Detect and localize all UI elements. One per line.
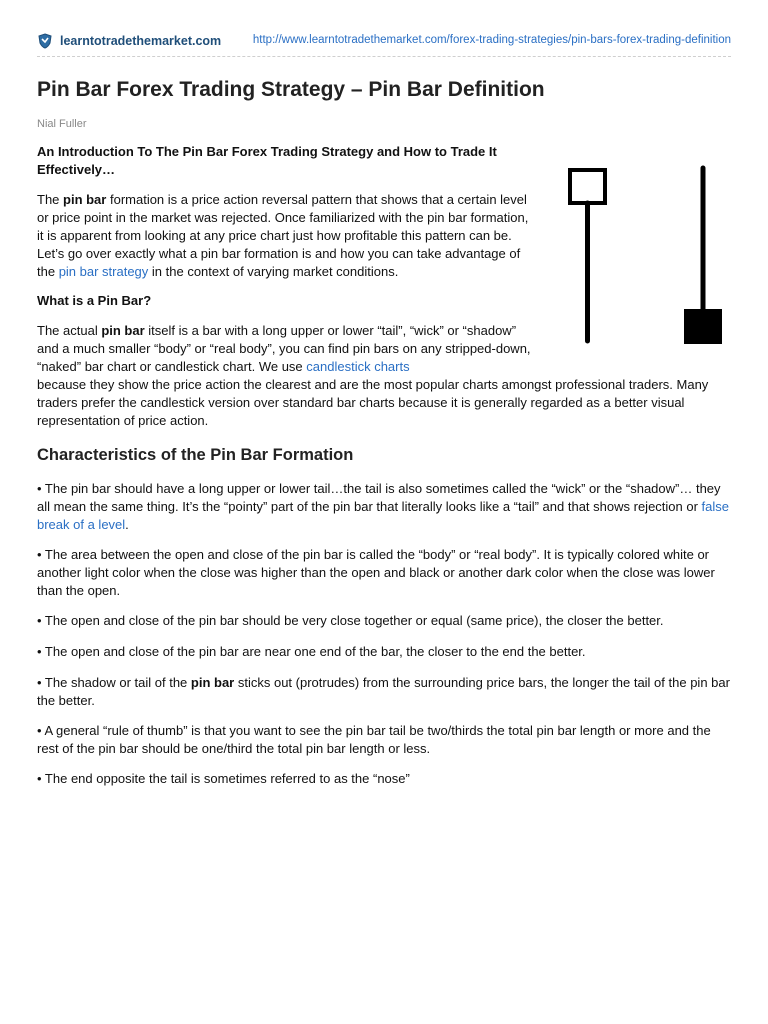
intro-bold-pin-bar: pin bar [63,192,107,207]
pin-bar-strategy-link[interactable]: pin bar strategy [58,264,149,279]
pin-bar-illustration [560,158,732,354]
intro-text: formation is a price action reversal pattern that shows that a certain level or price point in the market was rejected. Once familiarized with the pin bar formation, it is apparent from looking at any price chart just how profitable this pattern can be. Let’s go over exactly what a pin bar formation is and how you can take advantage of the [37,192,529,279]
what-is-pin-bar-heading: What is a Pin Bar? [37,293,152,308]
what-text: itself is a bar with a long upper or lower “tail”, “wick” or “shadow” and a much smaller “body” or “real body”, you can find pin bars on any stripped-down, “naked” bar chart or candlestick chart. We use [37,323,531,374]
characteristics-heading: Characteristics of the Pin Bar Formation [37,446,354,464]
page-title: Pin Bar Forex Trading Strategy – Pin Bar Definition [37,78,545,101]
bullet-item: • The end opposite the tail is sometimes referred to as the “nose” [37,771,410,786]
what-paragraph-continued: because they show the price action the clearest and are the most popular charts amongst professional traders. Many traders prefer the candlestick version over standard bar charts because it is generally regarded as a better visual representation of price action. [37,377,709,428]
site-brand[interactable] [37,33,221,49]
bullet-bold-pin-bar: pin bar [190,675,235,690]
bullet-item: • The open and close of the pin bar should be very close together or equal (same price), the closer the better. [37,613,664,628]
bullet-item: • The open and close of the pin bar are near one end of the bar, the closer to the end the better. [37,644,586,659]
hollow-candle-body [570,170,605,203]
author-name: Nial Fuller [37,118,87,130]
page-header [37,30,731,57]
page-url[interactable]: http://www.learntotradethemarket.com/forex-trading-strategies/pin-bars-forex-trading-definition [252,34,731,46]
candlestick-charts-link[interactable]: candlestick charts [306,359,410,374]
shield-logo-icon [37,33,53,49]
what-paragraph [37,322,537,376]
intro-paragraph [37,191,537,281]
bullet-item [37,674,732,710]
what-bold-pin-bar: pin bar [101,323,145,338]
bullet-item [37,480,732,534]
bullet-text: • The shadow or tail of the [37,675,191,690]
intro-heading: An Introduction To The Pin Bar Forex Trading Strategy and How to Trade It Effectively… [37,144,497,177]
bullet-item: • A general “rule of thumb” is that you want to see the pin bar tail be two/thirds the total pin bar length or more and the rest of the pin bar should be one/third the total pin bar length or less. [37,723,711,756]
bullet-text: . [125,517,129,532]
filled-candle-body [684,309,722,344]
site-name[interactable]: learntotradethemarket.com [60,34,222,48]
what-text: The actual [37,323,102,338]
false-break-link[interactable]: false break of a level [37,499,730,532]
bullet-text: • The pin bar should have a long upper or lower tail…the tail is also sometimes called the “wick” or the “shadow”… they all mean the same thing. It’s the “pointy” part of the pin bar that literally looks like a “tail” and that shows rejection or [37,481,721,514]
bullet-item: • The area between the open and close of the pin bar is called the “body” or “real body”. It is typically colored white or another light color when the close was higher than the open and black or another dark color when the close was lower than the open. [37,547,715,598]
bullet-text: sticks out (protrudes) from the surrounding price bars, the longer the tail of the pin bar the better. [37,675,730,708]
intro-text: The [37,192,64,207]
intro-text: in the context of varying market conditions. [148,264,399,279]
